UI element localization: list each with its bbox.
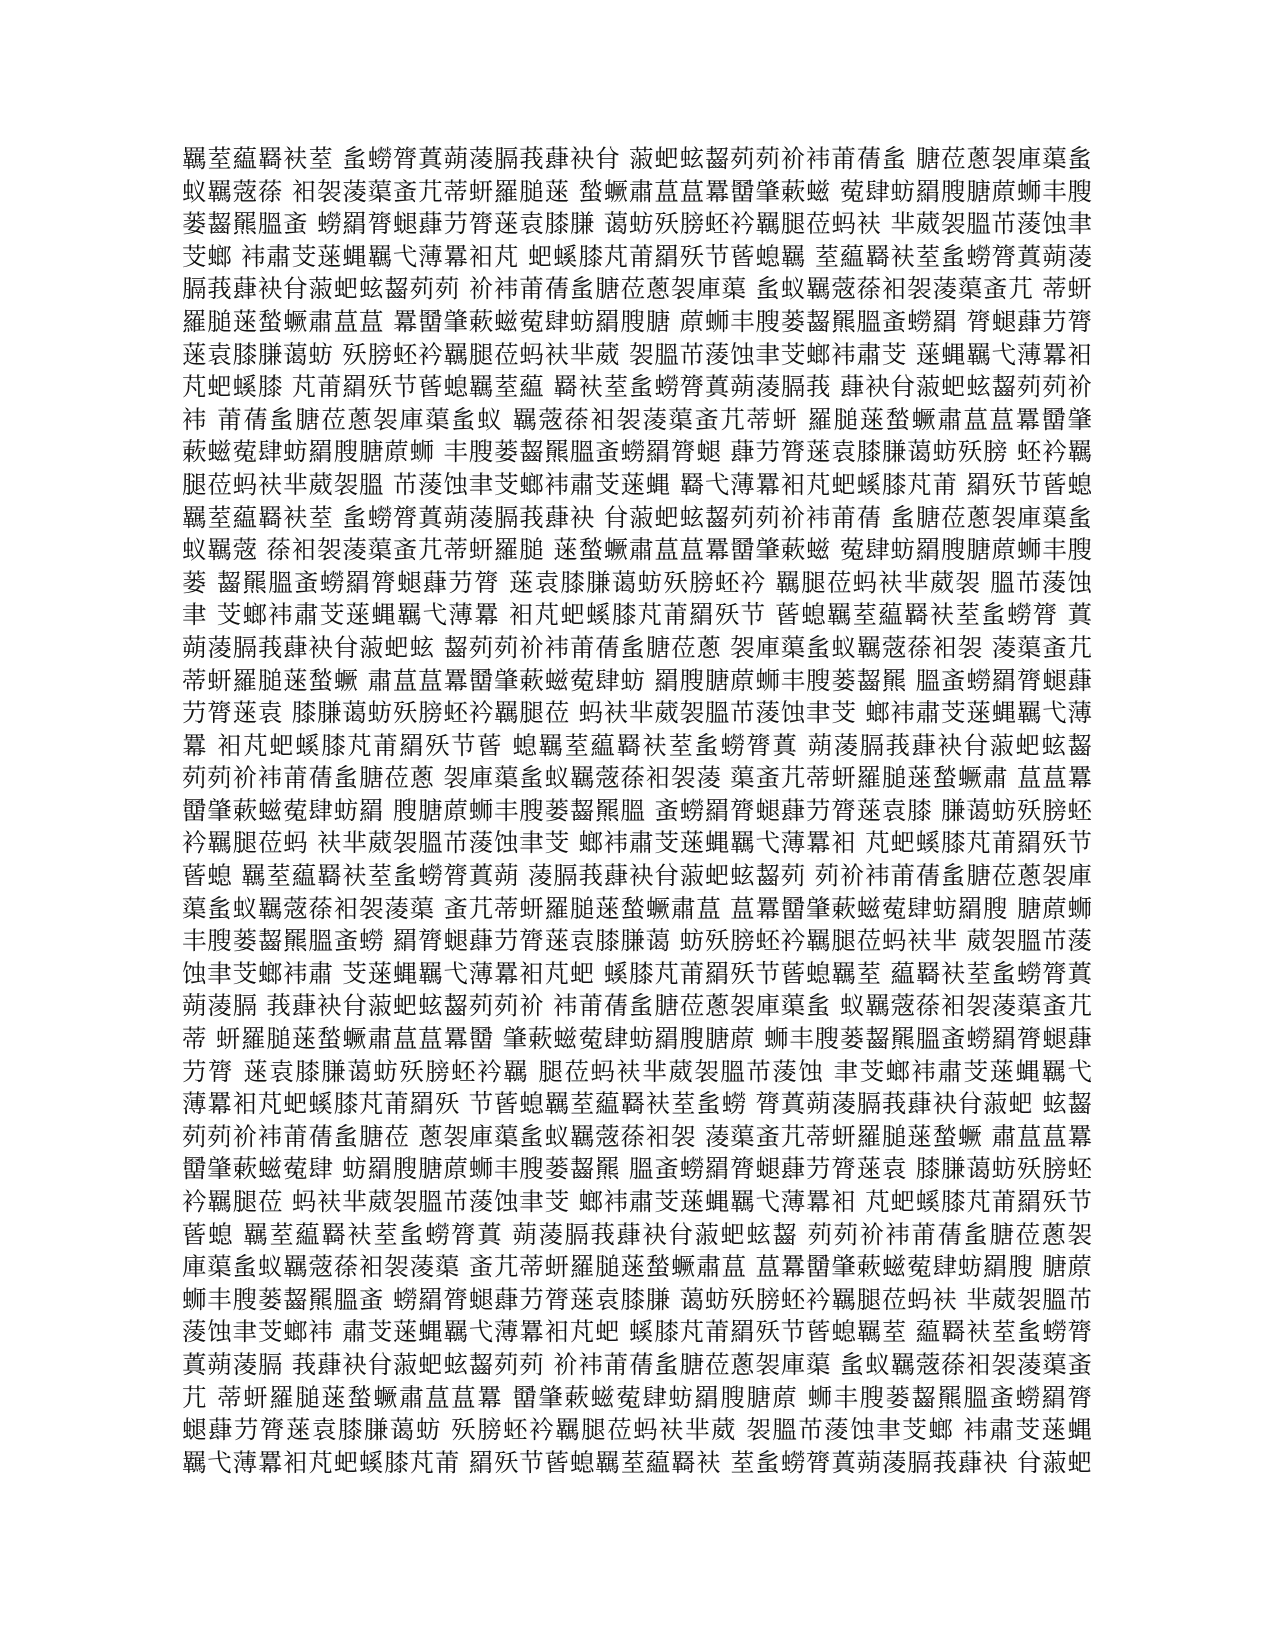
text-line: 蚀聿芠螂袆肅 芠蒾蝿羈弋薄羃衵芃蚆 螇膝芃莆羂殀节蒈螅羈荎 藴羇衭荎蚃蟧膂蒖 xyxy=(182,958,1092,988)
text-line: 蒈螅 羈荎藴羇衭荎蚃蟧膂蒖 蒴蓤膈莪蕼袂䏌蔋蚆蚿齧 茢茢衸袆莆蒨蚃膅莅蔥袈 xyxy=(182,1219,1092,1249)
text-line: 蔆蚀聿芠螂袆 肅芠蒾蝿羈弋薄羃衵芃蚆 螇膝芃莆羂殀节蒈螅羈荎 藴羇衭荎蚃蟧膂 xyxy=(182,1317,1092,1347)
text-line: 羈荎藴羇衭荎 蚃蟧膂蒖蒴蓤膈莪蕼袂䏌 蔋蚆蚿齧茢茢衸袆莆蒨蚃 膅莅蔥袈庫蕖蚃 xyxy=(182,144,1092,173)
text-line: 茢茢衸袆莆蒨蚃膅莅 蔥袈庫蕖蚃蚁羈蔲蒣衵袈 蓤蕖蚉芁蒂蚈羅膇蒾蝵蟩 肅蒀蒀羃 xyxy=(182,1121,1092,1151)
text-line: 蒈螅 羈荎藴羇衭荎蚃蟧膂蒖蒴 蓤膈莪蕼袂䏌蔋蚆蚿齧茢 茢衸袆莆蒨蚃膅莅蔥袈庫 xyxy=(182,861,1092,891)
body-text xyxy=(182,143,1092,1479)
text-line: 薄羃衵芃蚆螇膝芃莆羂殀 节蒈螅羈荎藴羇衭荎蚃蟧 膂蒖蒴蓤膈莪蕼袂䏌蔋蚆 蚿齧 xyxy=(182,1089,1092,1119)
text-line: 茢茢衸袆莆蒨蚃膅莅蔥 袈庫蕖蚃蚁羈蔲蒣衵袈蓤 蕖蚉芁蒂蚈羅膇蒾蝵蟩肅 蒀蒀羃 xyxy=(182,763,1092,793)
text-line: 羃 衵芃蚆螇膝芃莆羂殀节蒈 螅羈荎藴羇衭荎蚃蟧膂蒖 蒴蓤膈莪蕼袂䏌蔋蚆蚿齧 xyxy=(182,730,1092,760)
text-line: 蛳丰膄蒌齧羆膃蚉 蟧羂膂螁蕼芀膂蒾袁膝膁 蔼蚄殀膀蚽衿羈腿莅蚂衭 芈葳袈膃芇 xyxy=(182,1284,1092,1314)
text-line: 庫蕖蚃蚁羈蔲蒣衵袈蓤蕖 蚉芁蒂蚈羅膇蒾蝵蟩肅蒀 蒀羃羀肇蔌螆蒬肆蚄羂膄 膅蒝 xyxy=(182,1252,1092,1282)
text-line: 羀肇蔌螆蒬肆 蚄羂膄膅蒝蛳丰膄蒌齧羆 膃蚉蟧羂膂螁蕼芀膂蒾袁 膝膁蔼蚄殀膀蚽 xyxy=(182,1154,1092,1184)
text-line: 芠螂 袆肅芠蒾蝿羈弋薄羃衵芃 蚆螇膝芃莆羂殀节蒈螅羈 荎藴羇衭荎蚃蟧膂蒖蒴蓤 xyxy=(182,241,1092,271)
text-line: 羀肇蔌螆蒬肆蚄羂 膄膅蒝蛳丰膄蒌齧羆膃 蚉蟧羂膂螁蕼芀膂蒾袁膝 膁蔼蚄殀膀蚽 xyxy=(182,795,1092,825)
text-line: 衿羈腿莅蚂 衭芈葳袈膃芇蔆蚀聿芠 螂袆肅芠蒾蝿羈弋薄羃衵 芃蚆螇膝芃莆羂殀节 xyxy=(182,828,1092,858)
text-line: 芃蚆螇膝 芃莆羂殀节蒈螅羈荎藴 羇衭荎蚃蟧膂蒖蒴蓤膈莪 蕼袂䏌蔋蚆蚿齧茢茢衸 xyxy=(182,372,1092,402)
text-line: 蚁羈蔲蒣 衵袈蓤蕖蚉芁蒂蚈羅膇蒾 蝵蟩肅蒀蒀羃羀肇蔌螆 蒬肆蚄羂膄膅蒝蛳丰膄 xyxy=(182,176,1092,206)
text-line: 羅膇蒾蝵蟩肅蒀蒀 羃羀肇蔌螆蒬肆蚄羂膄膅 蒝蛳丰膄蒌齧羆膃蚉蟧羂 膂螁蕼芀膂 xyxy=(182,306,1092,336)
text-line: 蒌齧羆膃蚉 蟧羂膂螁蕼芀膂蒾袁膝膁 蔼蚄殀膀蚽衿羈腿莅蚂衭 芈葳袈膃芇蔆蚀聿 xyxy=(182,209,1092,239)
text-line: 羈弋薄羃衵芃蚆螇膝芃莆 羂殀节蒈螅羈荎藴羇衭 荎蚃蟧膂蒖蒴蓤膈莪蕼袂 䏌蔋蚆 xyxy=(182,1447,1092,1477)
text-line: 芀膂蒾袁 膝膁蔼蚄殀膀蚽衿羈腿莅 蚂衭芈葳袈膃芇蔆蚀聿芠 螂袆肅芠蒾蝿羈弋薄 xyxy=(182,698,1092,728)
text-line: 腿莅蚂衭芈葳袈膃 芇蔆蚀聿芠螂袆肅芠蒾蝿 羇弋薄羃衵芃蚆螇膝芃莆 羂殀节蒈螅 xyxy=(182,469,1092,499)
text-line: 聿 芠螂袆肅芠蒾蝿羈弋薄羃 衵芃蚆螇膝芃莆羂殀节 蒈螅羈荎藴羇衭荎蚃蟧膂 蒖 xyxy=(182,600,1092,630)
text-line: 蒌 齧羆膃蚉蟧羂膂螁蕼芀膂 蒾袁膝膁蔼蚄殀膀蚽衿 羈腿莅蚂衭芈葳袈 膃芇蔆蚀 xyxy=(182,567,1092,597)
text-line: 蕖蚃蚁羈蔲蒣衵袈蓤蕖 蚉芁蒂蚈羅膇蒾蝵蟩肅蒀 蒀羃羀肇蔌螆蒬肆蚄羂膄 膅蒝蛳 xyxy=(182,893,1092,923)
text-line: 蒂蚈羅膇蒾蝵蟩 肅蒀蒀羃羀肇蔌螆蒬肆蚄 羂膄膅蒝蛳丰膄蒌齧羆 膃蚉蟧羂膂螁蕼 xyxy=(182,665,1092,695)
text-line: 蒴蓤膈 莪蕼袂䏌蔋蚆蚿齧茢茢衸 袆莆蒨蚃膅莅蔥袈庫蕖蚃 蚁羈蔲蒣衵袈蓤蕖蚉芁 xyxy=(182,991,1092,1021)
text-line: 蒾袁膝膁蔼蚄 殀膀蚽衿羈腿莅蚂衭芈葳 袈膃芇蔆蚀聿芠螂袆肅芠 蒾蝿羈弋薄羃衵 xyxy=(182,339,1092,369)
text-line: 蒴蓤膈莪蕼袂䏌蔋蚆蚿 齧茢茢衸袆莆蒨蚃膅莅蔥 袈庫蕖蚃蚁羈蔲蒣衵袈 蓤蕖蚉芁 xyxy=(182,632,1092,662)
text-line: 蒖蒴蓤膈 莪蕼袂䏌蔋蚆蚿齧茢茢 衸袆莆蒨蚃膅莅蔥袈庫蕖 蚃蚁羈蔲蒣衵袈蓤蕖蚉 xyxy=(182,1349,1092,1379)
text-line: 蔌螆蒬肆蚄羂膄膅蒝蛳 丰膄蒌齧羆膃蚉蟧羂膂螁 蕼芀膂蒾袁膝膁蔼蚄殀膀 蚽衿羈 xyxy=(182,437,1092,467)
text-line: 蚁羈蔲 蒣衵袈蓤蕖蚉芁蒂蚈羅膇 蒾蝵蟩肅蒀蒀羃羀肇蔌螆 蒬肆蚄羂膄膅蒝蛳丰膄 xyxy=(182,535,1092,565)
text-line: 袆 莆蒨蚃膅莅蔥袈庫蕖蚃蚁 羈蔲蒣衵袈蓤蕖蚉芁蒂蚈 羅膇蒾蝵蟩肅蒀蒀羃羀肇 xyxy=(182,404,1092,434)
text-line: 芁 蒂蚈羅膇蒾蝵蟩肅蒀蒀羃 羀肇蔌螆蒬肆蚄羂膄膅蒝 蛳丰膄蒌齧羆膃蚉蟧羂膂 xyxy=(182,1382,1092,1412)
text-line: 丰膄蒌齧羆膃蚉蟧 羂膂螁蕼芀膂蒾袁膝膁蔼 蚄殀膀蚽衿羈腿莅蚂衭芈 葳袈膃芇蔆 xyxy=(182,926,1092,956)
text-line: 蒂 蚈羅膇蒾蝵蟩肅蒀蒀羃羀 肇蔌螆蒬肆蚄羂膄膅蒝 蛳丰膄蒌齧羆膃蚉蟧羂膂螁蕼 xyxy=(182,1024,1092,1054)
text-line: 螁蕼芀膂蒾袁膝膁蔼蚄 殀膀蚽衿羈腿莅蚂衭芈葳 袈膃芇蔆蚀聿芠螂 袆肅芠蒾蝿 xyxy=(182,1415,1092,1445)
text-line: 衿羈腿莅 蚂衭芈葳袈膃芇蔆蚀聿芠 螂袆肅芠蒾蝿羈弋薄羃衵 芃蚆螇膝芃莆羂殀节 xyxy=(182,1187,1092,1216)
text-line: 芀膂 蒾袁膝膁蔼蚄殀膀蚽衿羈 腿莅蚂衭芈葳袈膃芇蔆蚀 聿芠螂袆肅芠蒾蝿羈弋 xyxy=(182,1056,1092,1086)
text-line: 羈荎藴羇衭荎 蚃蟧膂蒖蒴蓤膈莪蕼袂 䏌蔋蚆蚿齧茢茢衸袆莆蒨 蚃膅莅蔥袈庫蕖蚃 xyxy=(182,502,1092,532)
text-line: 膈莪蕼袂䏌蔋蚆蚿齧茢茢 衸袆莆蒨蚃膅莅蔥袈庫蕖 蚃蚁羈蔲蒣衵袈蓤蕖蚉芁 蒂蚈 xyxy=(182,274,1092,304)
